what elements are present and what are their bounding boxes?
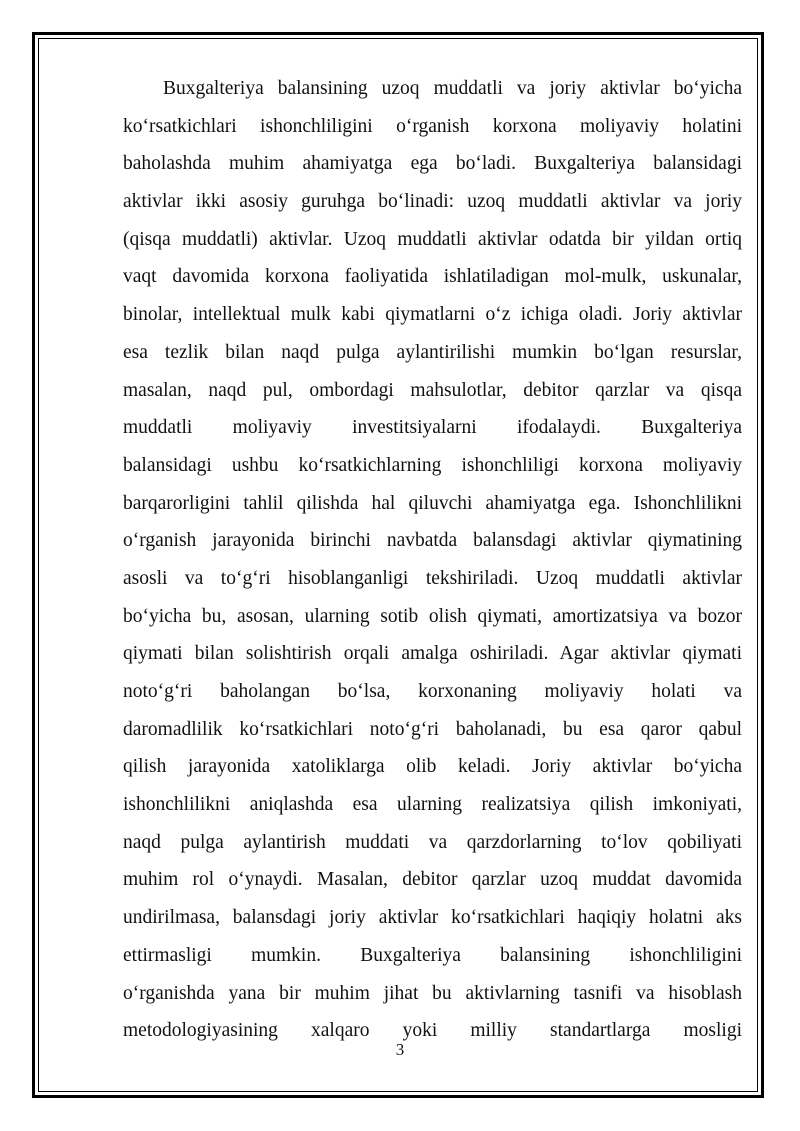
text-line: muhim rol o‘ynaydi. Masalan, debitor qarzlar uzoq muddat davomida: [123, 869, 742, 891]
text-line: (qisqa muddatli) aktivlar. Uzoq muddatli aktivlar odatda bir yildan ortiq: [123, 228, 742, 250]
text-line: ettirmasligi mumkin. Buxgalteriya balansining ishonchliligini: [123, 944, 742, 966]
text-line: Buxgalteriya balansining uzoq muddatli va joriy aktivlar bo‘yicha: [163, 78, 742, 99]
text-line: asosli va to‘g‘ri hisoblanganligi tekshiriladi. Uzoq muddatli aktivlar: [123, 567, 742, 589]
text-line: qiymati bilan solishtirish orqali amalga oshiriladi. Agar aktivlar qiymati: [123, 643, 742, 665]
text-line: metodologiyasining xalqaro yoki milliy standartlarga mosligi: [123, 1020, 742, 1042]
text-line: o‘rganish jarayonida birinchi navbatda balansdagi aktivlar qiymatining: [123, 530, 742, 552]
text-line: daromadlilik ko‘rsatkichlari noto‘g‘ri baholanadi, bu esa qaror qabul: [123, 718, 742, 740]
text-line: naqd pulga aylantirish muddati va qarzdorlarning to‘lov qobiliyati: [123, 831, 742, 853]
text-line: bo‘yicha bu, asosan, ularning sotib olish qiymati, amortizatsiya va bozor: [123, 605, 742, 627]
text-line: baholashda muhim ahamiyatga ega bo‘ladi. Buxgalteriya balansidagi: [123, 153, 742, 175]
text-line: masalan, naqd pul, ombordagi mahsulotlar, debitor qarzlar va qisqa: [123, 379, 742, 401]
text-line: ishonchlilikni aniqlashda esa ularning realizatsiya qilish imkoniyati,: [123, 794, 742, 816]
text-line: o‘rganishda yana bir muhim jihat bu aktivlarning tasnifi va hisoblash: [123, 982, 742, 1004]
body-paragraph: [123, 70, 742, 1050]
text-line: muddatli moliyaviy investitsiyalarni ifodalaydi. Buxgalteriya: [123, 417, 742, 439]
page-number: 3: [395, 1040, 405, 1059]
text-line: qilish jarayonida xatoliklarga olib keladi. Joriy aktivlar bo‘yicha: [123, 756, 742, 778]
text-line: binolar, intellektual mulk kabi qiymatlarni o‘z ichiga oladi. Joriy aktivlar: [123, 304, 742, 326]
text-line: aktivlar ikki asosiy guruhga bo‘linadi: uzoq muddatli aktivlar va joriy: [123, 191, 742, 213]
text-line: balansidagi ushbu ko‘rsatkichlarning ishonchliligi korxona moliyaviy: [123, 454, 742, 476]
text-line: undirilmasa, balansdagi joriy aktivlar ko‘rsatkichlari haqiqiy holatni aks: [123, 907, 742, 929]
text-line: barqarorligini tahlil qilishda hal qiluvchi ahamiyatga ega. Ishonchlilikni: [123, 492, 742, 514]
text-line: esa tezlik bilan naqd pulga aylantirilishi mumkin bo‘lgan resurslar,: [123, 341, 742, 363]
text-line: noto‘g‘ri baholangan bo‘lsa, korxonaning moliyaviy holati va: [123, 681, 742, 702]
text-line: vaqt davomida korxona faoliyatida ishlatiladigan mol-mulk, uskunalar,: [123, 266, 742, 288]
text-line: ko‘rsatkichlari ishonchliligini o‘rganish korxona moliyaviy holatini: [123, 115, 742, 137]
